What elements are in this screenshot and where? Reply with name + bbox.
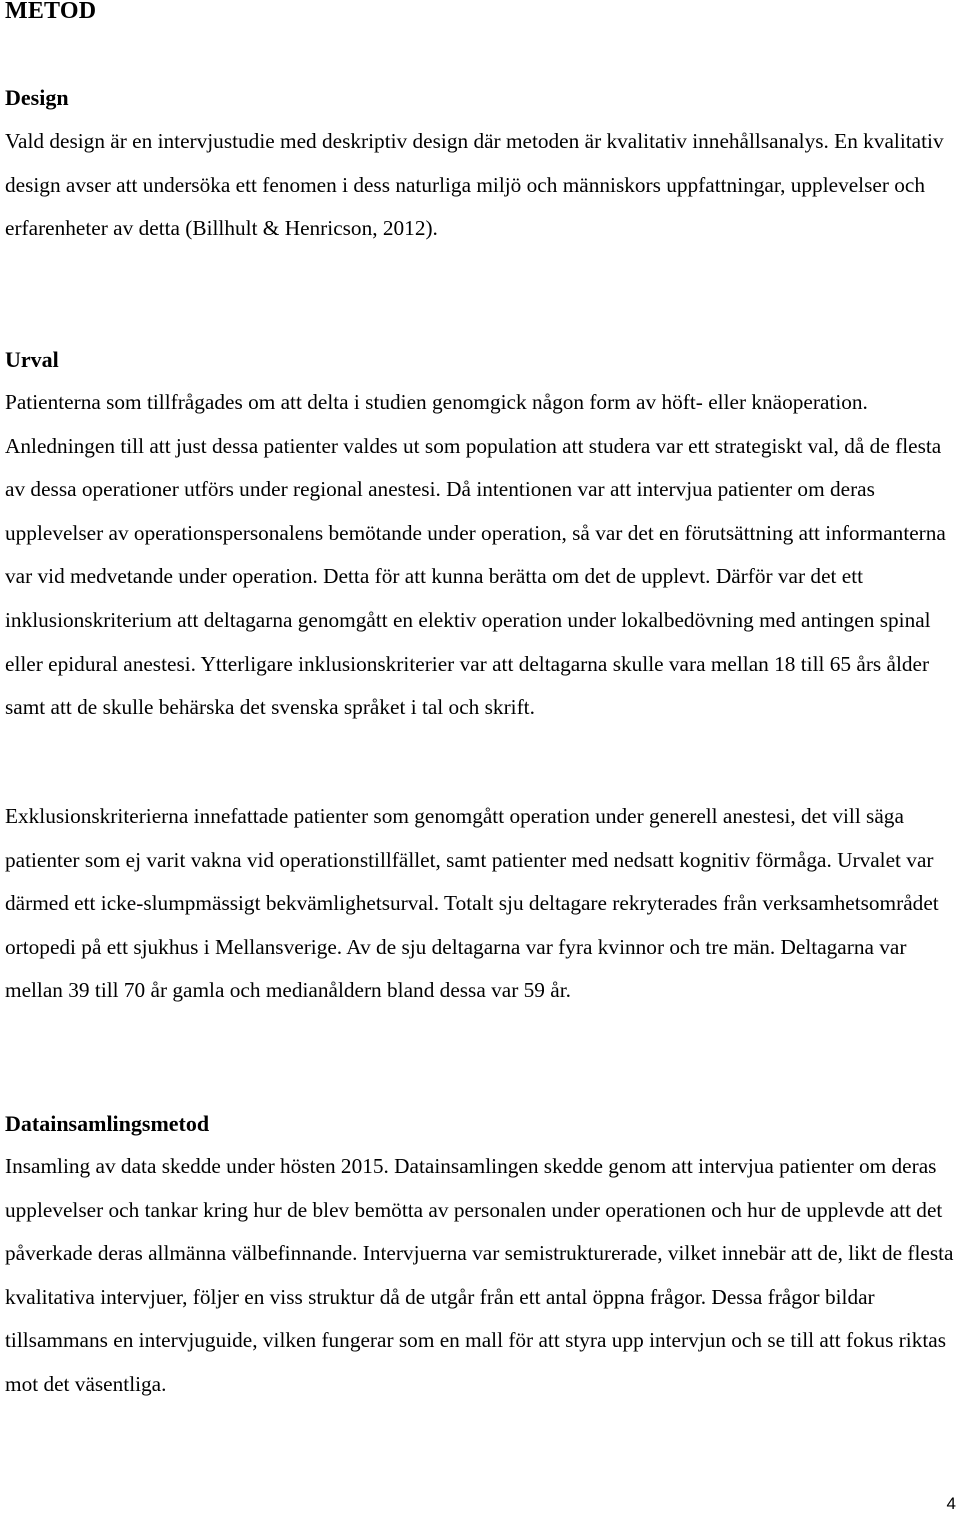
paragraph-urval-inclusion: Patienterna som tillfrågades om att delta i studien genomgick någon form av höft- eller knäoperation. Anledningen till att just dessa patienter valdes ut som population att studera var ett strategiskt val, då de flesta av dessa operationer utförs under regional anestesi. Då intentionen var att intervjua patienter om deras upplevelser av operationspersonalens bemötande under operation, så var det en förutsättning att informanterna var vid medvetande under operation. Detta för att kunna berätta om det de upplevt. Därför var det ett inklusionskriterium att deltagarna genomgått en elektiv operation under lokalbedövning med antingen spinal eller epidural anestesi. Ytterligare inklusionskriterier var att deltagarna skulle vara mellan 18 till 65 års ålder samt att de skulle behärska det svenska språket i tal och skrift.	[5, 390, 946, 720]
page-number: 4	[946, 1494, 956, 1513]
paragraph-datainsamlingsmetod: Insamling av data skedde under hösten 2015. Datainsamlingen skedde genom att intervjua patienter om deras upplevelser och tankar kring hur de blev bemötta av personalen under operationen och hur de upplevde att det påverkade deras allmänna välbefinnande. Intervjuerna var semistrukturerade, vilket innebär att de, likt de flesta kvalitativa intervjuer, följer en viss struktur då de utgår från ett antal öppna frågor. Dessa frågor bildar tillsammans en intervjuguide, vilken fungerar som en mall för att styra upp intervjun och se till att fokus riktas mot det väsentliga.	[5, 1154, 954, 1396]
section-heading-urval: Urval	[5, 347, 59, 372]
section-heading-design: Design	[5, 85, 69, 110]
section-heading-datainsamlingsmetod: Datainsamlingsmetod	[5, 1111, 210, 1136]
chapter-title: METOD	[5, 0, 97, 24]
paragraph-urval-exclusion: Exklusionskriterierna innefattade patienter som genomgått operation under generell anestesi, det vill säga patienter som ej varit vakna vid operationstillfället, samt patienter med nedsatt kognitiv förmåga. Urvalet var därmed ett icke-slumpmässigt bekvämlighetsurval. Totalt sju deltagare rekryterades från verksamhetsområdet ortopedi på ett sjukhus i Mellansverige. Av de sju deltagarna var fyra kvinnor och tre män. Deltagarna var mellan 39 till 70 år gamla och medianåldern bland dessa var 59 år.	[5, 804, 939, 1003]
paragraph-design: Vald design är en intervjustudie med deskriptiv design där metoden är kvalitativ innehållsanalys. En kvalitativ design avser att undersöka ett fenomen i dess naturliga miljö och människors uppfattningar, upplevelser och erfarenheter av detta (Billhult & Henricson, 2012).	[5, 129, 944, 241]
